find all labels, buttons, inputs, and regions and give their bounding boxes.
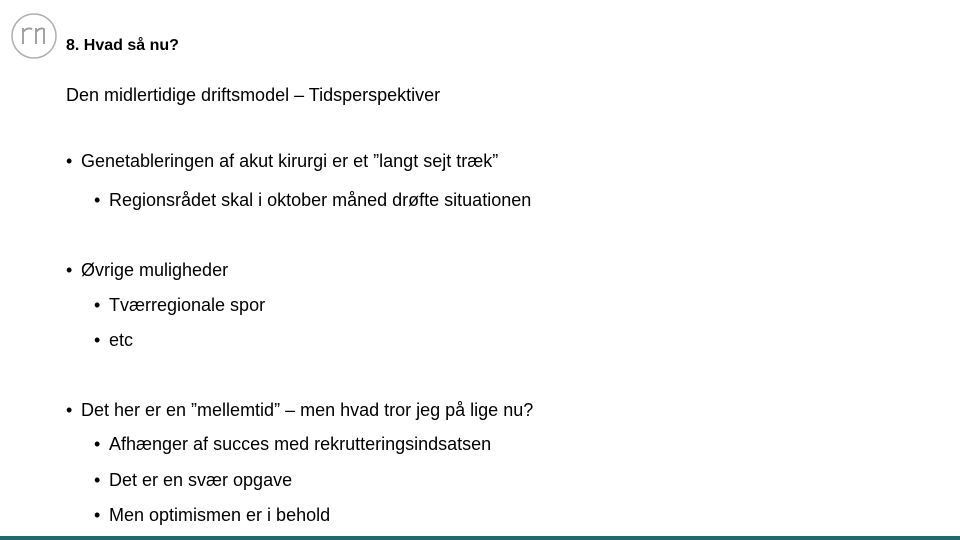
bullet-item: [66, 400, 533, 421]
slide-subtitle: Den midlertidige driftsmodel – Tidsperspektiver: [66, 85, 441, 105]
bullet-marker: •: [94, 434, 101, 454]
bullet-text: Regionsrådet skal i oktober måned drøfte situationen: [109, 190, 532, 210]
bullet-text: Det er en svær opgave: [109, 470, 293, 490]
sub-bullet-item: [94, 434, 491, 455]
bullet-text: Øvrige muligheder: [81, 260, 229, 280]
bullet-text: Men optimismen er i behold: [109, 505, 331, 525]
sub-bullet-item: [94, 295, 265, 316]
bullet-text: Afhænger af succes med rekrutteringsindsatsen: [109, 434, 492, 454]
sub-bullet-item: [94, 470, 292, 491]
bullet-text: Det her er en ”mellemtid” – men hvad tror jeg på lige nu?: [81, 400, 534, 420]
bullet-text: Tværregionale spor: [109, 295, 266, 315]
bullet-marker: •: [94, 330, 101, 350]
bullet-marker: •: [66, 260, 73, 280]
bullet-marker: •: [94, 505, 101, 525]
rn-logo-icon: [10, 12, 58, 60]
bullet-marker: •: [94, 470, 101, 490]
bullet-text: Genetableringen af akut kirurgi er et ”langt sejt træk”: [81, 151, 499, 171]
bullet-text: etc: [109, 330, 134, 350]
bullet-item: [66, 260, 228, 281]
sub-bullet-item: [94, 190, 531, 211]
sub-bullet-item: [94, 505, 330, 526]
sub-bullet-item: [94, 330, 133, 351]
bullet-marker: •: [66, 151, 73, 171]
bullet-item: [66, 151, 498, 172]
bullet-marker: •: [66, 400, 73, 420]
slide-title: 8. Hvad så nu?: [66, 37, 179, 54]
bullet-marker: •: [94, 295, 101, 315]
bullet-marker: •: [94, 190, 101, 210]
footer-bar: [0, 536, 960, 540]
